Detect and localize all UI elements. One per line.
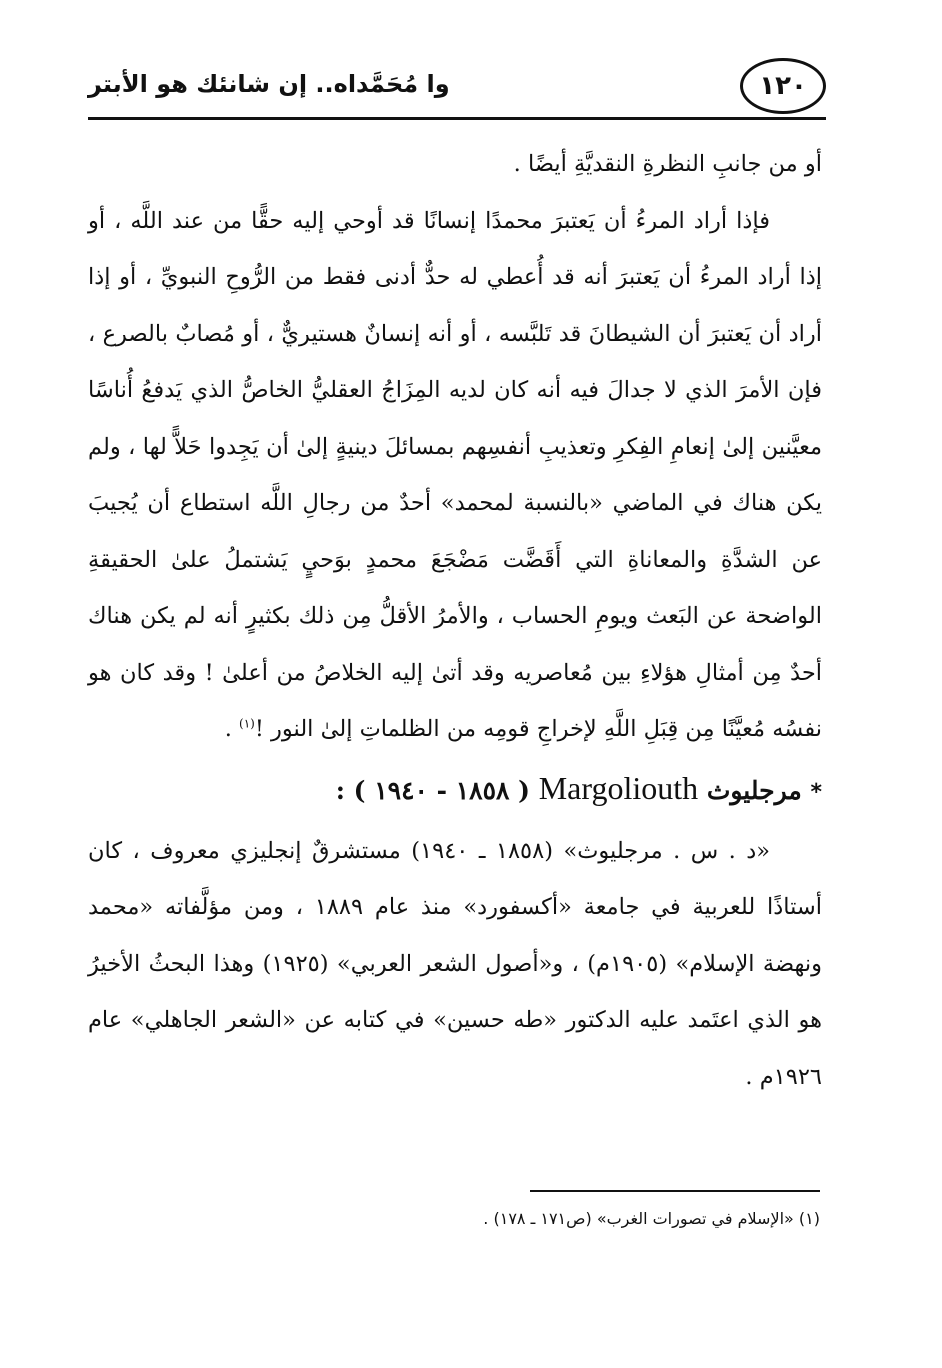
footnote: (١) «الإسلام في تصورات الغرب» (ص١٧١ ـ ١٧٨) . bbox=[483, 1209, 820, 1228]
paragraph-biography: «د . س . مرجليوث» (١٨٥٨ ـ ١٩٤٠) مستشرقٌ إنجليزي معروف ، كان أستاذًا للعربية في جامعة «أكسفورد» منذ عام ١٨٨٩ ، ومن مؤلَّفاته «محمد ونهضة الإسلام» (١٩٠٥م) ، و«أصول الشعر العربي» (١٩٢٥) وهذا البحثُ الأخيرُ هو الذي اعتَمد عليه الدكتور «طه حسين» في كتابه عن «الشعر الجاهلي» عام ١٩٢٦م . bbox=[88, 837, 822, 1090]
star-icon: * bbox=[810, 779, 822, 805]
section-name-arabic: مرجليوث bbox=[706, 775, 802, 805]
page-number: ١٢٠ bbox=[740, 58, 826, 114]
header-divider bbox=[88, 117, 826, 120]
main-text bbox=[88, 136, 822, 1105]
running-title: وا مُحَمَّداه.. إن شانئك هو الأبتر bbox=[88, 70, 450, 98]
footnote-reference[interactable]: (١) bbox=[239, 716, 255, 731]
paragraph-main-end: . bbox=[224, 716, 240, 742]
section-dates: ( ١٨٥٨ - ١٩٤٠ ) : bbox=[335, 775, 530, 805]
section-heading bbox=[88, 758, 822, 823]
paragraph-main-text: فإذا أراد المرءُ أن يَعتبرَ محمدًا إنسانًا قد أوحي إليه حقًّا من عند اللَّه ، أو إذا أراد المرءُ أن يَعتبرَ أنه قد أُعطي له حدٌّ أدنى فقط من الرُّوحِ النبويِّ ، أو إذا أراد أن يَعتبرَ أن الشيطانَ قد تَلبَّسه ، أو أنه إنسانٌ هستيريٌّ ، أو مُصابٌ بالصرع ، فإن الأمرَ الذي لا جدالَ فيه أنه كان لديه المِزَاجُ العقليُّ الخاصُّ الذي يَدفعُ أُناسًا معيَّنين إلىٰ إنعامِ الفِكرِ وتعذيبِ أنفسِهم بمسائلَ دينيةٍ إلىٰ أن يَجِدوا حَلاًّ لها ، ولم يكن هناك في الماضي «بالنسبة لمحمد» أحدٌ من رجالِ اللَّه استطاع أن يُجيبَ عن الشدَّةِ والمعاناةِ التي أَقَضَّت مَضْجَعَ محمدٍ بوَحيٍ يَشتملُ علىٰ الحقيقةِ الواضحة عن البَعث ويومِ الحساب ، والأمرُ الأقلُّ مِن ذلك بكثيرٍ أنه لم يكن هناك أحدٌ مِن أمثالِ هؤلاءِ بين مُعاصريه وقد أتىٰ إليه الخلاصُ من أعلىٰ ! وقد كان هو نفسُه مُعيَّنًا مِن قِبَلِ اللَّهِ لإخراجِ قومِه من الظلماتِ إلىٰ النور ! bbox=[88, 207, 822, 742]
footnote-divider bbox=[530, 1190, 820, 1192]
paragraph-continuation: أو من جانبِ النظرةِ النقديَّةِ أيضًا . bbox=[513, 151, 822, 177]
paragraph-main bbox=[88, 193, 822, 758]
page-header bbox=[88, 58, 826, 122]
section-name-latin: Margoliouth bbox=[538, 769, 699, 806]
